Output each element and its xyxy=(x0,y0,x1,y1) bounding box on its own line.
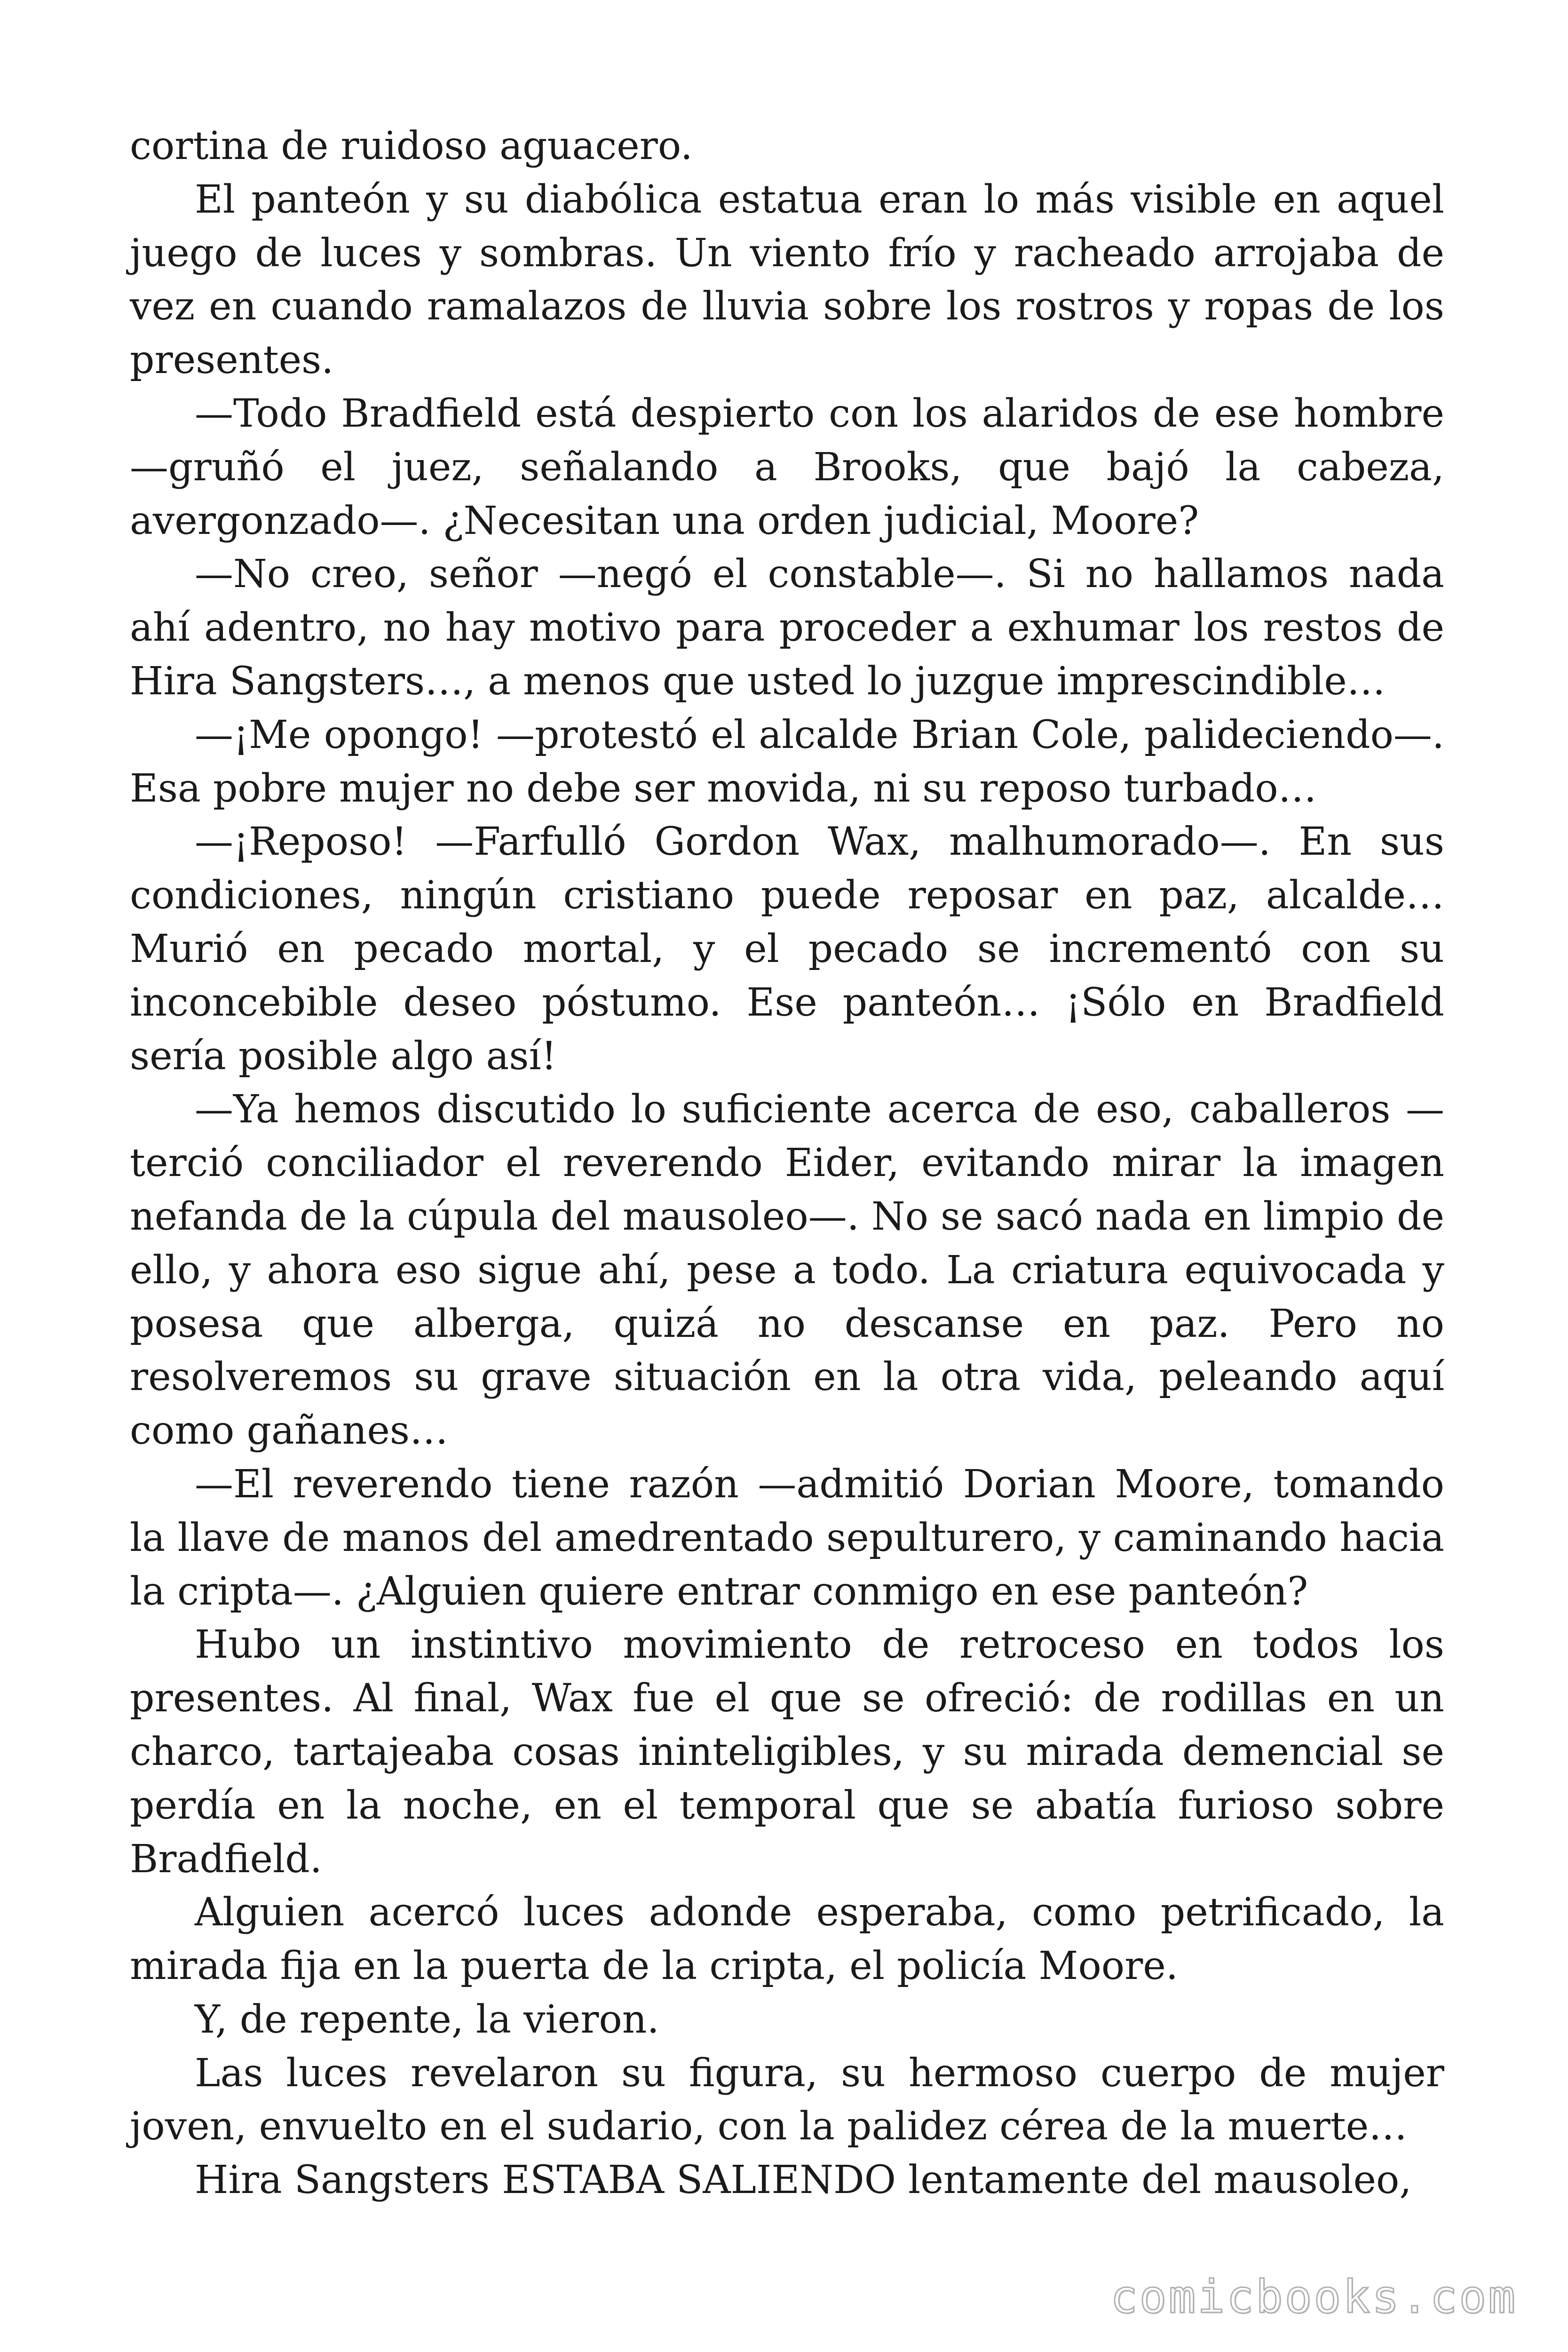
paragraph-2: El panteón y su diabólica estatua eran lo más visible en aquel juego de luces y sombras. Un viento frío y racheado arrojaba de vez en cuando ramalazos de lluvia sobre los rostros y ropas de los presentes. xyxy=(130,177,1444,383)
paragraph-5: —¡Me opongo! —protestó el alcalde Brian Cole, palideciendo—. Esa pobre mujer no debe ser movida, ni su reposo turbado… xyxy=(130,712,1444,811)
watermark: comicbooks.com xyxy=(1110,2271,1517,2323)
paragraph-12: Las luces revelaron su figura, su hermoso cuerpo de mujer joven, envuelto en el sudario, con la palidez cérea de la muerte… xyxy=(130,2050,1444,2149)
paragraph-3: —Todo Bradfield está despierto con los alaridos de ese hombre —gruñó el juez, señalando a Brooks, que bajó la cabeza, avergonzado—. ¿Necesitan una orden judicial, Moore? xyxy=(130,391,1444,543)
paragraph-10: Alguien acercó luces adonde esperaba, como petrificado, la mirada fija en la puerta de la cripta, el policía Moore. xyxy=(130,1890,1444,1989)
page-text xyxy=(130,119,1444,2207)
paragraph-1: cortina de ruidoso aguacero. xyxy=(130,124,693,168)
paragraph-8: —El reverendo tiene razón —admitió Dorian Moore, tomando la llave de manos del amedrentado sepulturero, y caminando hacia la cripta—. ¿Alguien quiere entrar conmigo en ese panteón? xyxy=(130,1462,1444,1614)
paragraph-13: Hira Sangsters ESTABA SALIENDO lentamente del mausoleo, xyxy=(195,2158,1412,2203)
paragraph-7: —Ya hemos discutido lo suficiente acerca de eso, caballeros —terció conciliador el reverendo Eider, evitando mirar la imagen nefanda de la cúpula del mausoleo—. No se sacó nada en limpio de ello, y ahora eso sigue ahí, pese a todo. La criatura equivocada y posesa que alberga, quizá no descanse en paz. Pero no resolveremos su grave situación en la otra vida, peleando aquí como gañanes… xyxy=(130,1087,1444,1454)
paragraph-4: —No creo, señor —negó el constable—. Si no hallamos nada ahí adentro, no hay motivo para proceder a exhumar los restos de Hira Sangsters…, a menos que usted lo juzgue imprescindible… xyxy=(130,552,1444,704)
paragraph-6: —¡Reposo! —Farfulló Gordon Wax, malhumorado—. En sus condiciones, ningún cristiano puede reposar en paz, alcalde… Murió en pecado mortal, y el pecado se incrementó con su inconcebible deseo póstumo. Ese panteón… ¡Sólo en Bradfield sería posible algo así! xyxy=(130,819,1444,1079)
paragraph-11: Y, de repente, la vieron. xyxy=(195,1997,659,2042)
paragraph-9: Hubo un instintivo movimiento de retroceso en todos los presentes. Al final, Wax fue el que se ofreció: de rodillas en un charco, tartajeaba cosas ininteligibles, y su mirada demencial se perdía en la noche, en el temporal que se abatía furioso sobre Bradfield. xyxy=(130,1622,1444,1882)
